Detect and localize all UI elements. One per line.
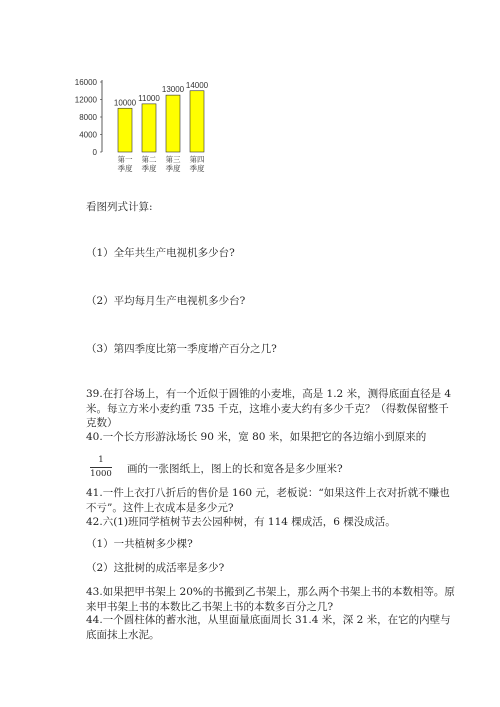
problem-41-line: 不亏”。这件上衣成本是多少元? xyxy=(86,501,234,514)
problem-40 xyxy=(86,430,431,445)
problem-39-line: 米。每立方米小麦约重 735 千克，这堆小麦大约有多少千克？（得数保留整千 xyxy=(86,402,449,415)
problem-41-line: 41.一件上衣打八折后的售价是 160 元，老板说：“如果这件上衣对折就不赚也 xyxy=(86,487,450,499)
problem-44 xyxy=(86,613,451,642)
bar xyxy=(142,104,156,152)
problem-44-line: 44.一个圆柱体的蓄水池，从里面量底面周长 31.4 米，深 2 米，在它的内壁与 xyxy=(86,614,451,626)
question-42-2: （2）这批树的成活率是多少? xyxy=(86,562,225,574)
bar-chart xyxy=(60,68,230,180)
question-42-1: （1）一共植树多少棵? xyxy=(86,538,193,550)
bar xyxy=(190,91,204,152)
problem-41 xyxy=(86,486,450,515)
x-tick-label: 第三 xyxy=(165,155,181,164)
question-1: （1）全年共生产电视机多少台? xyxy=(86,247,235,259)
data-label: 14000 xyxy=(185,80,209,90)
bar xyxy=(118,108,132,152)
problem-43-line: 43.如果把甲书架上 20%的书搬到乙书架上，那么两个书架上书的本数相等。原 xyxy=(86,586,455,598)
question-3: （3）第四季度比第一季度增产百分之几? xyxy=(86,343,277,355)
x-tick-label: 第四 xyxy=(189,155,205,164)
bar xyxy=(166,95,180,152)
fraction-denominator: 1000 xyxy=(90,469,112,479)
y-tick-label: 4000 xyxy=(79,130,97,140)
x-tick-label: 季度 xyxy=(117,164,133,173)
problem-42 xyxy=(86,515,431,530)
bar-chart-svg xyxy=(60,68,230,180)
problem-40-line: 40.一个长方形游泳场长 90 米，宽 80 米，如果把它的各边缩小到原来的 xyxy=(86,431,427,443)
problem-44-line: 底面抹上水泥。 xyxy=(86,628,160,641)
question-2: （2）平均每月生产电视机多少台? xyxy=(86,295,246,307)
problem-43-line: 来甲书架上书的本数比乙书架上书的本数多百分之几? xyxy=(86,600,334,613)
problem-42-line: 42.六(1)班同学植树节去公园种树，有 114 棵成活，6 棵没成活。 xyxy=(86,516,396,528)
fraction-numerator: 1 xyxy=(98,455,104,465)
fraction-bar xyxy=(90,467,112,468)
x-tick-label: 季度 xyxy=(141,164,157,173)
y-tick-label: 16000 xyxy=(74,78,97,87)
y-tick-label: 0 xyxy=(92,148,97,157)
problem-39-line: 39.在打谷场上，有一个近似于圆锥的小麦堆，高是 1.2 米，测得底面直径是 4 xyxy=(86,388,452,400)
data-label: 10000 xyxy=(113,98,137,108)
y-tick-label: 8000 xyxy=(79,113,97,122)
problem-39-line: 克数） xyxy=(86,417,118,429)
problem-39 xyxy=(86,387,452,431)
intro-text: 看图列式计算: xyxy=(86,201,153,213)
problem-40-continuation: 画的一张图纸上，图上的长和宽各是多少厘米? xyxy=(127,463,343,475)
x-tick-label: 第一 xyxy=(117,155,133,164)
data-label: 13000 xyxy=(161,85,185,95)
x-tick-label: 第二 xyxy=(141,155,157,164)
fraction xyxy=(90,455,112,480)
x-tick-label: 季度 xyxy=(165,164,181,173)
x-tick-label: 季度 xyxy=(189,164,205,173)
data-label: 11000 xyxy=(138,93,160,103)
y-tick-label: 12000 xyxy=(74,95,97,105)
problem-43 xyxy=(86,585,455,614)
